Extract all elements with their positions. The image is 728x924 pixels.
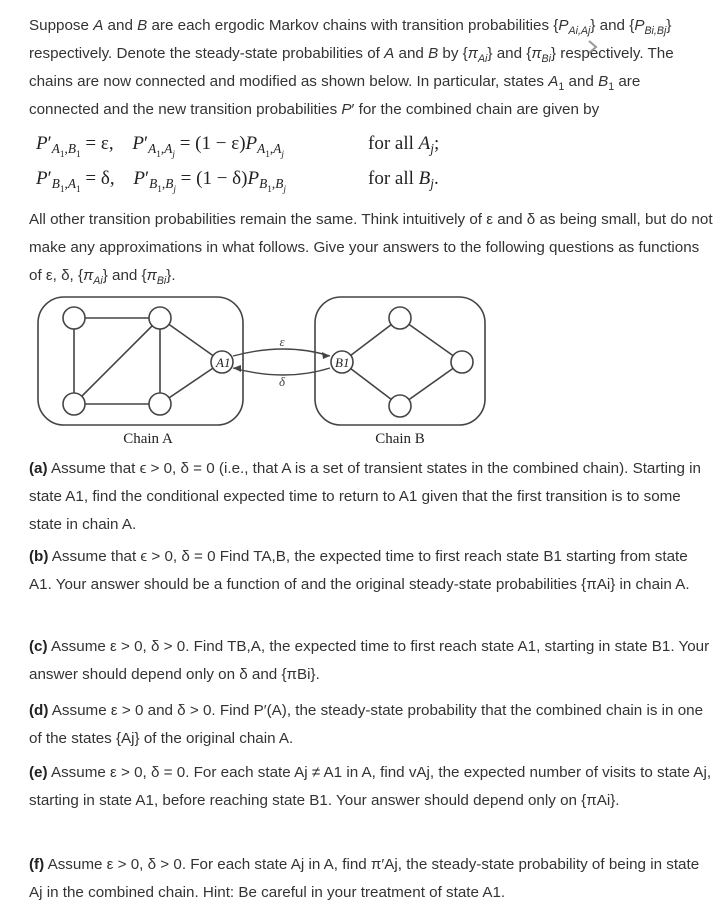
question-f	[29, 851, 713, 907]
chain-b-label: Chain B	[375, 431, 425, 447]
node-a-top-right	[149, 307, 171, 329]
eq-row2-mid: $P'_{B_1,B_j} = (1 - \delta)P_{B_1,B_j}$	[133, 168, 286, 195]
eq-row1-left: $P'_{A_1,B_1} = \varepsilon$,	[36, 133, 114, 160]
question-d-text: Assume ε > 0 and δ > 0. Find P′(A), the steady-state probability that the combined chain is in one of the states {Aj} of the original chain A.	[29, 702, 704, 747]
eq-row2-right: for all $B_j$.	[368, 168, 439, 191]
question-a-label: (a)	[29, 460, 48, 477]
question-a-text: Assume that ϵ > 0, δ = 0 (i.e., that A is a set of transient states in the combined chain). Starting in state A1, find the conditional expected time to return to A1 given that the first transition is to some state in chain A.	[29, 460, 701, 533]
markov-chain-diagram	[30, 294, 490, 452]
node-a-top-left	[63, 307, 85, 329]
question-c-text: Assume ε > 0, δ > 0. Find TB,A, the expected time to first reach state A1, starting in state B1. Your answer should depend only on δ and {πBi}.	[29, 638, 710, 683]
node-b-right	[451, 351, 473, 373]
question-b-label: (b)	[29, 548, 49, 565]
question-e-label: (e)	[29, 764, 48, 781]
node-a-bottom-right	[149, 393, 171, 415]
question-b-text: Assume that ϵ > 0, δ = 0 Find TA,B, the expected time to first reach state B1 starting from state A1. Your answer should be a function of and the original steady-state probabilities {πAi} in chain A.	[29, 548, 690, 593]
node-b-bottom	[389, 395, 411, 417]
question-d-label: (d)	[29, 702, 49, 719]
intro-paragraph: Suppose A and B are each ergodic Markov chains with transition probabilities $\{P_{Ai,Aj}\}$ and $\{P_{Bi,Bj}\}$ respectively. Denote the steady-state probabilities of A and B by $\{\pi_{Ai}\}$ and $\{\pi_{Bi}\}$ respectively. The chains are now connected and modified as shown below. In particular, states $A_1$ and $B_1$ are connected and the new transition probabilities P′ for the combined chain are given by	[29, 17, 674, 118]
question-e-text: Assume ε > 0, δ = 0. For each state Aj ≠ A1 in A, find vAj, the expected number of visits to state Aj, starting in state A1, before reaching state B1. Your answer should depend only on {πAi}.	[29, 764, 712, 809]
instructions-paragraph: All other transition probabilities remain the same. Think intuitively of ε and δ as being small, but do not make any approximations in what follows. Give your answers to the following questions as functions of ε, δ, $\{\pi_{Ai}\}$ and $\{\pi_{Bi}\}$.	[29, 211, 713, 287]
equation-row-2	[36, 168, 439, 195]
chevron-right-icon	[586, 40, 600, 54]
node-b1-label: B1	[335, 355, 350, 370]
edge-delta-label: δ	[278, 374, 286, 389]
node-a-bottom-left	[63, 393, 85, 415]
question-f-label: (f)	[29, 856, 45, 873]
question-f-text: Assume ε > 0, δ > 0. For each state Aj in A, find π′Aj, the steady-state probability of being in state Aj in the combined chain. Hint: Be careful in your treatment of state A1.	[29, 856, 700, 901]
chain-a-label: Chain A	[123, 431, 173, 447]
edge-epsilon-label: ε	[279, 334, 285, 349]
eq-row1-mid: $P'_{A_1,A_j} = (1 - \varepsilon)P_{A_1,A_j}$	[132, 133, 284, 160]
equation-row-1	[36, 133, 440, 160]
node-a1-label: A1	[216, 355, 231, 370]
question-e	[29, 759, 713, 815]
question-c	[29, 633, 713, 689]
question-b	[29, 543, 713, 599]
question-d	[29, 697, 713, 753]
eq-row1-right: for all $A_j$;	[368, 133, 440, 156]
question-c-label: (c)	[29, 638, 48, 655]
node-b-top	[389, 307, 411, 329]
question-a	[29, 455, 713, 539]
eq-row2-left: $P'_{B_1,A_1} = \delta$,	[36, 168, 115, 195]
